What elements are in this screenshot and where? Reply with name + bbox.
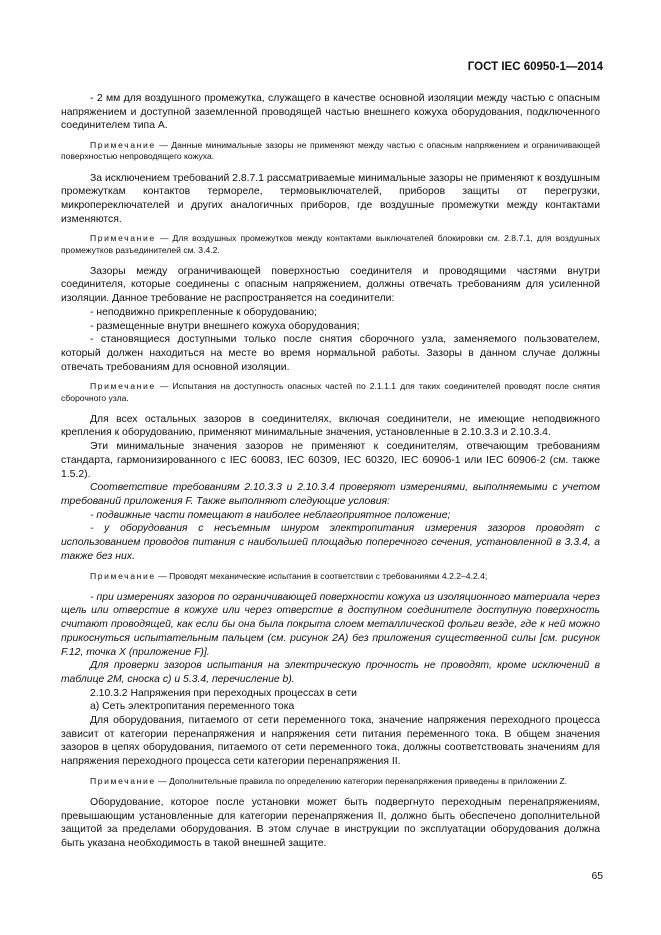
paragraph: Для всех остальных зазоров в соединителях, включая соединители, не имеющие неподвижного крепления к оборудованию, применяют минимальные значения, установленные в 2.10.3.3 и 2.10.3.4. <box>61 413 600 439</box>
note-text: — Данные минимальные зазоры не применяют между частью с опасным напряжением и ограничивающей поверхностью непроводящего кожуха. <box>61 140 600 162</box>
list-item: - неподвижно прикрепленные к оборудованию; <box>90 306 317 318</box>
paragraph: - при измерениях зазоров по ограничивающей поверхности кожуха из изоляционного материала через щель или отверстие в кожухе или через отверстие в доступном соединителе доступную поверхность считают проводящей, как если бы она была покрыта слоем металлической фольги везде, где к ней можно прикоснуться испытательным пальцем (см. рисунок 2А) без приложения существенной силы [см. рисунок F.12, точка X (приложение F)]. <box>61 591 600 658</box>
note <box>61 140 600 162</box>
note-text: — Дополнительные правила по определению категории перенапряжения приведены в приложении Z. <box>155 775 568 786</box>
list-item: - подвижные части помещают в наиболее неблагоприятное положение; <box>90 509 451 521</box>
subsection-heading: а) Сеть электропитания переменного тока <box>90 701 295 713</box>
note-text: — Проводят механические испытания в соответствии с требованиями 4.2.2–4.2.4; <box>155 570 488 581</box>
note <box>61 233 600 255</box>
note-label: Примечание <box>90 140 156 151</box>
paragraph: - 2 мм для воздушного промежутка, служащего в качестве основной изоляции между частью с опасным напряжением и доступной заземленной проводящей частью внешнего кожуха оборудования, подключенного соединителем типа А. <box>61 93 600 132</box>
paragraph: Оборудование, которое после установки может быть подвергнуто переходным перенапряжениям, превышающим установленные для категории перенапряжения II, должно быть обеспечено дополнительной защитой за пределами оборудования. В этом случае в инструкции по эксплуатации оборудования должна быть указана необходимость в такой внешней защите. <box>61 797 600 850</box>
note-label: Примечание <box>90 570 156 581</box>
list-item: - размещенные внутри внешнего кожуха оборудования; <box>90 320 360 332</box>
paragraph: За исключением требований 2.8.7.1 рассматриваемые минимальные зазоры не применяют к воздушным промежуткам контактов термореле, термовыключателей, приборов защиты от перегрузки, микропереключателей и других аналогичных приборов, где воздушные промежутки между контактами изменяются. <box>61 172 600 225</box>
list-item: - у оборудования с несъемным шнуром электропитания измерения зазоров проводят с использованием проводов питания с наибольшей площадью поперечного сечения, установленной в 3.3.4, а также без них. <box>61 523 600 562</box>
note <box>61 571 600 582</box>
document-body <box>61 92 600 851</box>
paragraph: Для проверки зазоров испытания на электрическую прочность не проводят, кроме исключений в таблице 2М, сноска с) и 5.3.4, перечисление b). <box>61 660 600 685</box>
note <box>61 776 600 787</box>
paragraph: Зазоры между ограничивающей поверхностью соединителя и проводящими частями внутри соединителя, которые соединены с опасным напряжением, должны отвечать требованиям для усиленной изоляции. Данное требование не распространяется на соединители: <box>61 265 600 305</box>
list-item: - становящиеся доступными только после снятия сборочного узла, заменяемого пользователем, который должен находиться на месте во время нормальной работы. Зазоры в данном случае должны отвечать требованиям для основной изоляции. <box>61 334 600 373</box>
note-label: Примечание <box>90 233 156 244</box>
paragraph: Эти минимальные значения зазоров не применяют к соединителям, отвечающим требованиям стандарта, гармонизированного с IEC 60083, IEC 60309, IEC 60320, IEC 60906-1 или IEC 60906-2 (см. также 1.5.2). <box>61 441 600 480</box>
note-label: Примечание <box>90 775 156 786</box>
note-label: Примечание <box>90 381 156 392</box>
section-heading: 2.10.3.2 Напряжения при переходных процессах в сети <box>90 687 357 699</box>
note-text: — Для воздушных промежутков между контактами выключателей блокировки см. 2.8.7.1, для воздушных промежутков разъединителей см. 3.4.2. <box>61 233 600 255</box>
paragraph: Для оборудования, питаемого от сети переменного тока, значение напряжения переходного процесса зависит от категории перенапряжения и напряжения сети питания переменного тока. В общем значения зазоров в цепях оборудования, питаемого от сети переменного тока, должны соответствовать значениям для напряжения переходного процесса сети категории перенапряжения II. <box>61 715 600 768</box>
standard-header: ГОСТ IEC 60950-1—2014 <box>467 61 603 73</box>
note-text: — Испытания на доступность опасных частей по 2.1.1.1 для таких соединителей проводят после снятия сборочного узла. <box>61 381 600 403</box>
page-number: 65 <box>591 871 603 882</box>
paragraph: Соответствие требованиям 2.10.3.3 и 2.10.3.4 проверяют измерениями, выполняемыми с учетом требований приложения F. Также выполняют следующие условия: <box>61 482 600 507</box>
note <box>61 381 600 403</box>
